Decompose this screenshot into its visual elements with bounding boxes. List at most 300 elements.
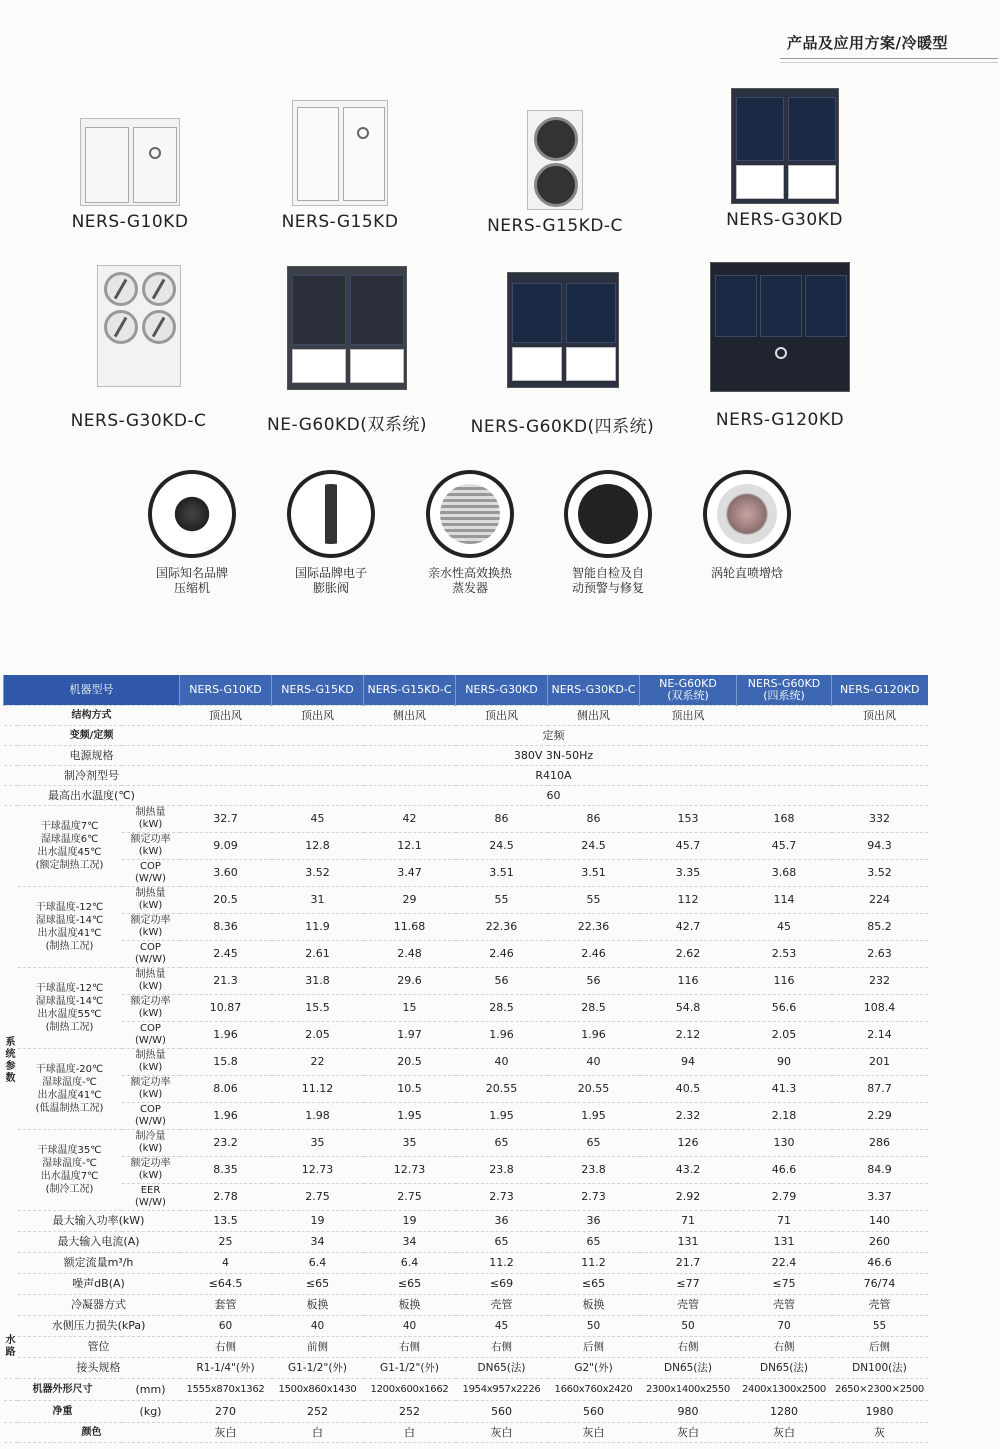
table-cell: 224 [832,887,928,914]
table-cell: 35 [272,1130,364,1157]
smart-check-icon [564,470,652,558]
table-cell: 980 [640,1401,737,1423]
param-label: 额定功率 (kW) [122,995,180,1022]
table-cell: 2.73 [456,1184,548,1211]
spec-value: 定频 [180,726,928,746]
table-cell: 24.5 [548,833,640,860]
product-item [60,118,200,232]
table-cell: 46.6 [737,1157,832,1184]
table-cell: 116 [640,968,737,995]
spec-value: 380V 3N-50Hz [180,746,928,766]
table-cell: 70 [737,1316,832,1337]
table-cell: 2.78 [180,1184,272,1211]
table-cell: 1.96 [548,1022,640,1049]
table-row [4,1253,928,1274]
table-cell: 36 [456,1211,548,1232]
table-cell: 21.3 [180,968,272,995]
table-cell: 25 [180,1232,272,1253]
row-label: 冷凝器方式 [18,1295,180,1316]
table-cell: 顶出风 [456,706,548,726]
product-name: NERS-G15KD-C [487,216,623,236]
table-row [4,1049,928,1076]
table-cell: 15 [364,995,456,1022]
table-cell: G1-1/2"(外) [272,1358,364,1379]
table-cell: 560 [548,1401,640,1423]
table-cell: 332 [832,806,928,833]
row-label: 最大输入功率(kW) [18,1211,180,1232]
table-row [4,1130,928,1157]
table-cell: 1.97 [364,1022,456,1049]
table-row [4,1103,928,1130]
spec-table [3,675,928,1443]
table-cell: 1.96 [180,1103,272,1130]
table-cell: 56 [548,968,640,995]
product-name: NERS-G30KD-C [70,411,207,431]
product-image [287,266,407,390]
row-label: 噪声dB(A) [18,1274,180,1295]
table-cell: 22.36 [456,914,548,941]
row-label: 管位 [18,1337,180,1358]
param-label: 额定功率 (kW) [122,1076,180,1103]
table-row [4,1358,928,1379]
table-cell: 130 [737,1130,832,1157]
table-cell: 94 [640,1049,737,1076]
table-cell: 21.7 [640,1253,737,1274]
feature-label: 亲水性高效换热 蒸发器 [427,566,512,595]
table-cell: 23.8 [456,1157,548,1184]
param-label: 制热量 (kW) [122,968,180,995]
table-cell: 2.92 [640,1184,737,1211]
feature-item [137,470,247,596]
param-label: COP (W/W) [122,860,180,887]
table-cell: 15.5 [272,995,364,1022]
table-cell: 4 [180,1253,272,1274]
table-cell: 19 [272,1211,364,1232]
table-row [4,1211,928,1232]
table-row [4,726,928,746]
table-cell: 侧出风 [548,706,640,726]
table-row [4,1157,928,1184]
table-cell: 8.36 [180,914,272,941]
section-label: 系 统 参 数 [5,1036,16,1084]
table-cell: 灰白 [640,1423,737,1443]
table-cell: 34 [272,1232,364,1253]
table-cell: 3.47 [364,860,456,887]
table-cell: 45 [272,806,364,833]
table-cell: 86 [548,806,640,833]
table-cell: 112 [640,887,737,914]
table-cell [737,706,832,726]
table-cell: 3.52 [272,860,364,887]
table-cell: 1200x600x1662 [364,1379,456,1401]
table-cell: 270 [180,1401,272,1423]
table-cell: 2.45 [180,941,272,968]
table-cell: 131 [737,1232,832,1253]
spec-value: 60 [180,786,928,806]
table-cell: DN65(法) [640,1358,737,1379]
row-label: 电源规格 [4,746,180,766]
table-cell: 顶出风 [832,706,928,726]
table-row [4,806,928,833]
table-cell: 56.6 [737,995,832,1022]
table-cell: DN100(法) [832,1358,928,1379]
table-cell: 12.73 [272,1157,364,1184]
table-row [4,1295,928,1316]
table-cell: 右侧 [640,1337,737,1358]
table-cell: 灰白 [456,1423,548,1443]
table-row [4,706,928,726]
feature-label: 国际知名品牌 压缩机 [155,566,228,595]
table-cell: 50 [548,1316,640,1337]
product-item [712,88,857,230]
table-row [4,833,928,860]
table-row [4,675,928,706]
table-cell: 40.5 [640,1076,737,1103]
table-cell: 20.5 [180,887,272,914]
product-image [527,110,583,210]
condition-label: 干球温度7℃ 湿球温度6℃ 出水温度45℃ (额定制热工况) [18,806,122,887]
condition-label: 干球温度-20℃ 湿球温度-℃ 出水温度41℃ (低温制热工况) [18,1049,122,1130]
table-cell: 11.12 [272,1076,364,1103]
table-cell: 560 [456,1401,548,1423]
table-cell: 6.4 [364,1253,456,1274]
table-cell: 90 [737,1049,832,1076]
table-cell: 2.63 [832,941,928,968]
row-label: 最高出水温度(℃) [4,786,180,806]
param-label: COP (W/W) [122,1103,180,1130]
table-cell: 3.37 [832,1184,928,1211]
table-cell: 65 [548,1232,640,1253]
table-cell: 灰白 [737,1423,832,1443]
table-cell: 71 [737,1211,832,1232]
table-cell: 板换 [548,1295,640,1316]
param-label: EER (W/W) [122,1184,180,1211]
row-label: 水侧压力损失(kPa) [18,1316,180,1337]
table-cell: 11.9 [272,914,364,941]
compressor-icon [148,470,236,558]
table-cell: 壳管 [640,1295,737,1316]
table-cell: 28.5 [456,995,548,1022]
table-cell: 108.4 [832,995,928,1022]
table-cell: 31.8 [272,968,364,995]
table-cell: 46.6 [832,1253,928,1274]
header-model: NERS-G15KD-C [364,675,456,706]
table-cell: 22.4 [737,1253,832,1274]
table-cell: 84.9 [832,1157,928,1184]
table-cell: 65 [548,1130,640,1157]
table-cell: 3.68 [737,860,832,887]
table-cell: 86 [456,806,548,833]
table-cell: 45.7 [640,833,737,860]
product-item [270,100,410,232]
table-cell: 2.79 [737,1184,832,1211]
table-cell: 114 [737,887,832,914]
table-cell: 19 [364,1211,456,1232]
table-cell: 8.06 [180,1076,272,1103]
condition-label: 干球温度-12℃ 湿球温度-14℃ 出水温度55℃ (制热工况) [18,968,122,1049]
table-cell: 壳管 [737,1295,832,1316]
table-cell: 顶出风 [272,706,364,726]
table-cell: 套管 [180,1295,272,1316]
product-image [731,88,839,204]
table-cell: 3.52 [832,860,928,887]
product-name: NERS-G60KD(四系统) [470,417,655,437]
expansion-valve-icon [287,470,375,558]
param-label: COP (W/W) [122,941,180,968]
table-cell: 8.35 [180,1157,272,1184]
table-cell: 45 [737,914,832,941]
table-cell: 42 [364,806,456,833]
table-cell: DN65(法) [456,1358,548,1379]
table-cell: 54.8 [640,995,737,1022]
table-cell: 顶出风 [180,706,272,726]
table-cell: 3.35 [640,860,737,887]
table-cell: 右侧 [180,1337,272,1358]
table-row [4,941,928,968]
table-row [4,968,928,995]
table-cell: 65 [456,1130,548,1157]
table-row [4,1184,928,1211]
table-row [4,1274,928,1295]
table-cell: ≤75 [737,1274,832,1295]
table-row [4,1423,928,1443]
table-cell: 22.36 [548,914,640,941]
feature-item [692,470,802,581]
table-cell: 45.7 [737,833,832,860]
unit-label: (kg) [122,1401,180,1423]
row-label: 最大输入电流(A) [18,1232,180,1253]
header-model: NERS-G15KD [272,675,364,706]
product-image [80,118,180,206]
table-cell: 45 [456,1316,548,1337]
param-label: 额定功率 (kW) [122,1157,180,1184]
page-title: 产品及应用方案/冷暖型 [787,34,948,52]
table-cell: 2.18 [737,1103,832,1130]
table-cell: 2.29 [832,1103,928,1130]
table-cell: 22 [272,1049,364,1076]
table-cell: ≤69 [456,1274,548,1295]
table-cell: DN65(法) [737,1358,832,1379]
row-label: 机器外形尺寸 [4,1379,122,1401]
table-cell: 2.32 [640,1103,737,1130]
table-cell: 1954x957x2226 [456,1379,548,1401]
feature-label: 涡轮直喷增焓 [710,566,783,580]
table-cell: 3.51 [456,860,548,887]
table-row [4,1316,928,1337]
table-cell: ≤65 [548,1274,640,1295]
row-label: 额定流量m³/h [18,1253,180,1274]
table-cell: 10.5 [364,1076,456,1103]
table-row [4,1022,928,1049]
table-cell: 灰白 [548,1423,640,1443]
table-cell: 56 [456,968,548,995]
spec-value: R410A [180,766,928,786]
table-cell: 23.8 [548,1157,640,1184]
table-cell: 2.12 [640,1022,737,1049]
row-label: 结构方式 [4,706,180,726]
table-cell: 1.95 [548,1103,640,1130]
row-label: 制冷剂型号 [4,766,180,786]
table-cell: 60 [180,1316,272,1337]
table-cell: R1-1/4"(外) [180,1358,272,1379]
header-label: 机器型号 [4,675,180,706]
table-cell: 286 [832,1130,928,1157]
table-cell: 2650×2300×2500 [832,1379,928,1401]
feature-item [415,470,525,596]
table-cell: 71 [640,1211,737,1232]
table-cell: 6.4 [272,1253,364,1274]
table-cell: 43.2 [640,1157,737,1184]
table-cell: 板换 [364,1295,456,1316]
table-cell: 76/74 [832,1274,928,1295]
feature-item [276,470,386,596]
row-label: 接头规格 [18,1358,180,1379]
table-cell: 31 [272,887,364,914]
product-image [710,262,850,392]
table-cell: 侧出风 [364,706,456,726]
unit-label: (mm) [122,1379,180,1401]
table-cell: 126 [640,1130,737,1157]
table-cell: 153 [640,806,737,833]
table-cell: 41.3 [737,1076,832,1103]
row-label: 净重 [4,1401,122,1423]
product-name: NERS-G30KD [726,210,843,230]
table-cell: 40 [272,1316,364,1337]
table-cell: 2.48 [364,941,456,968]
condition-label: 干球温度-12℃ 湿球温度-14℃ 出水温度41℃ (制热工况) [18,887,122,968]
table-cell: 232 [832,968,928,995]
table-cell: 2.46 [456,941,548,968]
table-cell: G2"(外) [548,1358,640,1379]
section-label: 水 路 [4,1316,18,1379]
product-image [507,272,619,388]
table-cell: 右侧 [456,1337,548,1358]
condition-label: 干球温度35℃ 湿球温度-℃ 出水温度7℃ (制冷工况) [18,1130,122,1211]
table-cell: 1.96 [180,1022,272,1049]
product-item [470,272,655,437]
table-row [4,860,928,887]
table-cell: 板换 [272,1295,364,1316]
table-cell: 20.55 [548,1076,640,1103]
header-divider-secondary [780,62,998,63]
param-label: 额定功率 (kW) [122,914,180,941]
table-cell: 2400x1300x2500 [737,1379,832,1401]
table-cell: 后侧 [832,1337,928,1358]
param-label: 制热量 (kW) [122,1049,180,1076]
product-name: NERS-G120KD [715,410,845,430]
product-name: NERS-G10KD [71,212,189,232]
table-cell: 2.46 [548,941,640,968]
table-cell: 顶出风 [640,706,737,726]
table-cell: 1555x870x1362 [180,1379,272,1401]
table-cell: 1280 [737,1401,832,1423]
table-cell: 2.75 [272,1184,364,1211]
row-label: 变频/定频 [4,726,180,746]
param-label: 制冷量 (kW) [122,1130,180,1157]
table-cell: 20.5 [364,1049,456,1076]
table-cell: 壳管 [832,1295,928,1316]
table-cell: 1980 [832,1401,928,1423]
table-cell: 24.5 [456,833,548,860]
product-name: NERS-G15KD [281,212,399,232]
table-cell: 2.61 [272,941,364,968]
table-cell: 29 [364,887,456,914]
table-cell: ≤65 [364,1274,456,1295]
table-cell: 55 [456,887,548,914]
table-cell: 1500x860x1430 [272,1379,364,1401]
feature-label: 国际品牌电子 膨胀阀 [294,566,367,595]
header-model: NERS-G60KD (四系统) [737,675,832,706]
row-label: 颜色 [4,1423,180,1443]
table-cell: 9.09 [180,833,272,860]
table-cell: 10.87 [180,995,272,1022]
table-cell: ≤77 [640,1274,737,1295]
table-cell: 252 [272,1401,364,1423]
table-cell: 1.95 [456,1103,548,1130]
table-cell: 白 [272,1423,364,1443]
table-cell: 12.1 [364,833,456,860]
param-label: COP (W/W) [122,1022,180,1049]
table-cell: 13.5 [180,1211,272,1232]
evaporator-icon [426,470,514,558]
table-cell: 32.7 [180,806,272,833]
table-row [4,887,928,914]
table-cell: 87.7 [832,1076,928,1103]
table-cell: 1.98 [272,1103,364,1130]
table-row [4,786,928,806]
table-cell: 94.3 [832,833,928,860]
table-cell: 灰白 [180,1423,272,1443]
product-item [705,262,855,430]
table-cell: 28.5 [548,995,640,1022]
table-row [4,914,928,941]
table-cell: 白 [364,1423,456,1443]
table-cell: 42.7 [640,914,737,941]
table-cell: 140 [832,1211,928,1232]
product-image [97,265,181,387]
table-cell: ≤65 [272,1274,364,1295]
table-cell: 55 [832,1316,928,1337]
table-cell: 2.62 [640,941,737,968]
table-cell: 55 [548,887,640,914]
header-model: NERS-G10KD [180,675,272,706]
table-cell: 85.2 [832,914,928,941]
turbo-injection-icon [703,470,791,558]
table-row [4,746,928,766]
param-label: 制热量 (kW) [122,806,180,833]
param-label: 制热量 (kW) [122,887,180,914]
table-cell: 2300x1400x2550 [640,1379,737,1401]
table-cell: 2.05 [272,1022,364,1049]
table-cell: 11.2 [548,1253,640,1274]
table-cell: G1-1/2"(外) [364,1358,456,1379]
table-cell: 右侧 [737,1337,832,1358]
feature-item [553,470,663,596]
table-cell: 2.73 [548,1184,640,1211]
table-cell: 260 [832,1232,928,1253]
table-cell: 131 [640,1232,737,1253]
table-cell: 23.2 [180,1130,272,1157]
table-row [4,766,928,786]
table-cell: 168 [737,806,832,833]
header-model: NERS-G30KD-C [548,675,640,706]
table-cell: 20.55 [456,1076,548,1103]
table-cell: 灰 [832,1423,928,1443]
table-cell: 11.2 [456,1253,548,1274]
table-cell: 1660x760x2420 [548,1379,640,1401]
table-cell: 2.53 [737,941,832,968]
table-row [4,1232,928,1253]
